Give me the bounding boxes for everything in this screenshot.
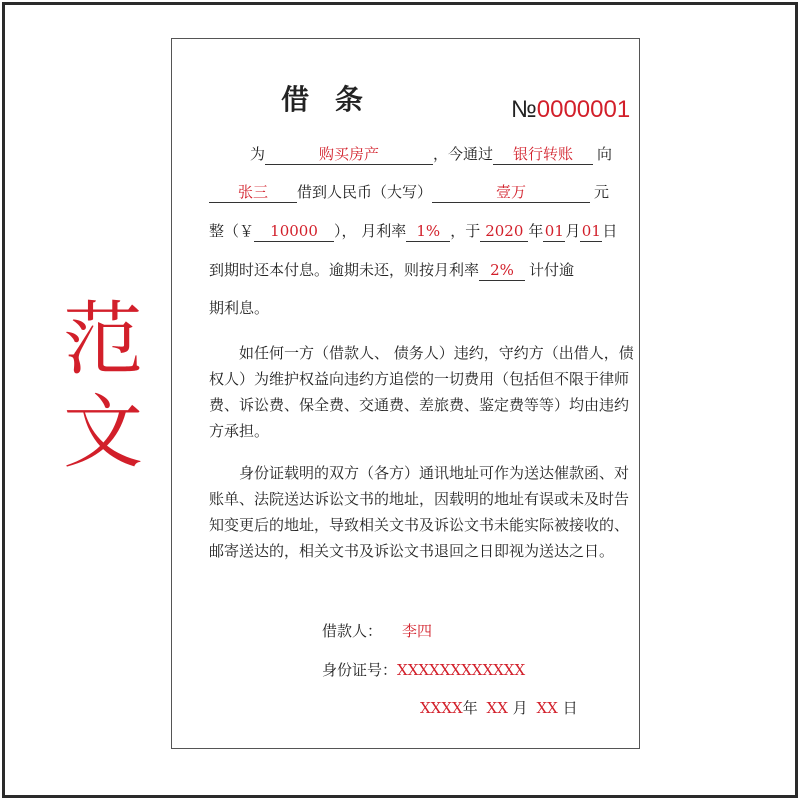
sign-day: XX	[536, 699, 558, 717]
borrower-name: 李四	[402, 622, 433, 640]
sign-year: XXXX	[420, 699, 463, 717]
text-for: 为	[250, 145, 266, 163]
text-to: 向	[597, 145, 613, 163]
service-address-clause: 身份证载明的双方（各方）通讯地址可作为送达催款函、对账单、法院送达诉讼文书的地址，因载明的地址有误或未及时告知变更后的地址，导致相关文书及诉讼文书未能实际被接收的、邮寄送达的，相关文书及诉讼文书退回之日即视为送达之日。	[209, 464, 630, 560]
text-by: ，于	[450, 222, 481, 240]
breach-clause: 如任何一方（借款人、 债务人）违约，守约方（出借人，债权人）为维护权益向违约方追偿的一切费用（包括但不限于律师费、诉讼费、保全费、交通费、差旅费、鉴定费等等）均由违约方承担。	[209, 344, 634, 440]
serial-number	[511, 96, 630, 124]
clause-line-3	[209, 220, 617, 242]
id-label: 身份证号：	[322, 661, 398, 679]
text-via: ，今通过	[433, 145, 494, 163]
amount-words-field: 壹万	[432, 182, 590, 203]
payment-method-field: 银行转账	[493, 144, 593, 165]
due-month-field: 01	[544, 222, 564, 240]
monthly-rate-field: 1%	[406, 221, 450, 242]
amount-digits-field: 10000	[254, 221, 334, 242]
text-interest-1: 计付逾	[529, 261, 575, 279]
clause-line-2	[209, 181, 609, 203]
overdue-rate-field: 2%	[479, 260, 525, 281]
borrower-row	[322, 620, 432, 641]
watermark-char-2: 文	[63, 386, 143, 479]
sign-date-row	[420, 697, 578, 718]
document-title: 借 条	[281, 83, 371, 116]
id-row	[322, 659, 525, 680]
serial-number-value: 0000001	[536, 96, 631, 123]
text-month: 月	[565, 222, 581, 240]
text-whole: 整（￥	[209, 222, 255, 240]
sign-day-unit: 日	[562, 699, 578, 717]
due-year-field: 2020	[480, 221, 528, 242]
clause-line-5: 期利息。	[209, 299, 270, 317]
text-yuan: 元	[594, 183, 610, 201]
text-day: 日	[602, 222, 618, 240]
serial-number-prefix: №	[511, 96, 537, 123]
text-borrow: 借到人民币（大写）	[297, 183, 433, 201]
clause-line-4	[209, 259, 574, 281]
sign-year-unit: 年	[462, 699, 478, 717]
text-overdue: 到期时还本付息。逾期未还，则按月利率	[209, 261, 480, 279]
text-rate: ）， 月利率	[334, 222, 407, 240]
borrower-label: 借款人：	[322, 622, 383, 640]
sign-month: XX	[486, 699, 508, 717]
id-number: XXXXXXXXXXXX	[397, 661, 526, 679]
watermark-char-1: 范	[63, 293, 143, 386]
clause-line-1	[250, 143, 612, 165]
lender-field: 张三	[209, 182, 297, 203]
text-year: 年	[528, 222, 544, 240]
due-day-field: 01	[581, 222, 601, 240]
purpose-field: 购买房产	[265, 144, 433, 165]
sign-month-unit: 月	[512, 699, 528, 717]
